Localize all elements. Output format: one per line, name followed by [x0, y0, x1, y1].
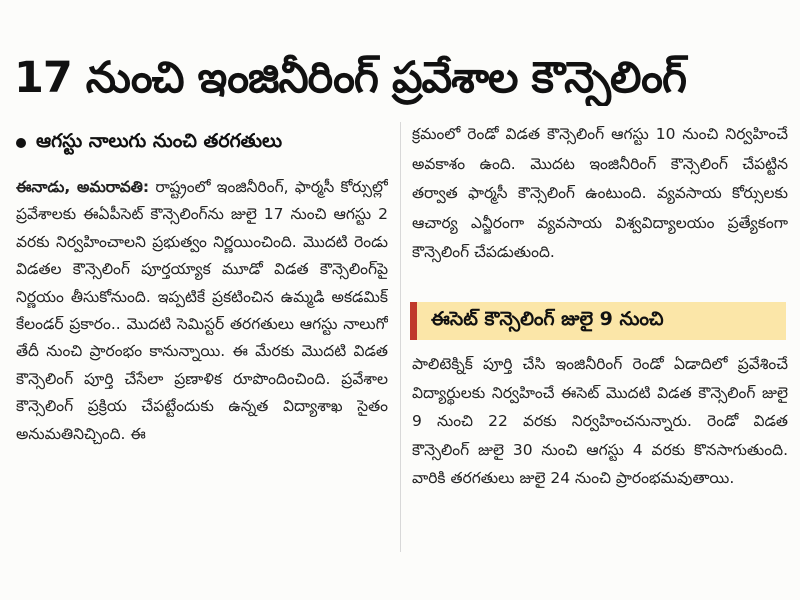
box-heading: ఈసెట్ కౌన్సెలింగ్ జులై 9 నుంచి [431, 307, 664, 330]
right-column-bottom: పాలిటెక్నిక్ పూర్తి చేసి ఇంజినీరింగ్ రెండో ఏడాదిలో ప్రవేశించే విద్యార్థులకు నిర్వహించే ఈసెట్ మొదటి విడత కౌన్సెలింగ్ జులై 9 నుంచి 22 వరకు నిర్వహించనున్నారు. రెండో విడత కౌన్సెలింగ్ జులై 30 నుంచి ఆగస్టు 4 వరకు కొనసాగుతుంది. వారికి తరగతులు జులై 24 నుంచి ప్రారంభమవుతాయి. [412, 355, 788, 488]
right-column-top: క్రమంలో రెండో విడత కౌన్సెలింగ్ ఆగస్టు 10 నుంచి నిర్వహించే అవకాశం ఉంది. మొదట ఇంజినీరింగ్ కౌన్సెలింగ్ చేపట్టిన తర్వాత ఫార్మసీ కౌన్సెలింగ్ ఉంటుంది. వ్యవసాయ కోర్సులకు ఆచార్య ఎన్జీరంగా వ్యవసాయ విశ్వవిద్యాలయం ప్రత్యేకంగా కౌన్సెలింగ్ చేపడుతుంది. [412, 125, 788, 261]
subheadline: ఆగస్టు నాలుగు నుంచి తరగతులు [36, 129, 283, 152]
left-column-body: రాష్ట్రంలో ఇంజినీరింగ్, ఫార్మసీ కోర్సుల్లో ప్రవేశాలకు ఈఏపీసెట్ కౌన్సెలింగ్‌ను జులై 17 నుంచి ఆగస్టు 2 వరకు నిర్వహించాలని ప్రభుత్వం నిర్ణయించింది. మొదటి రెండు విడతల కౌన్సెలింగ్ పూర్తయ్యాక మూడో విడత కౌన్సెలింగ్‌పై నిర్ణయం తీసుకోనుంది. ఇప్పటికే ప్రకటించిన ఉమ్మడి అకడమిక్ కేలండర్ ప్రకారం.. మొదటి సెమిస్టర్ తరగతులు ఆగస్టు నాలుగో తేదీ నుంచి ప్రారంభం కానున్నాయి. ఈ మేరకు మొదటి విడత కౌన్సెలింగ్ పూర్తి చేసేలా ప్రణాళిక రూపొందించింది. ప్రవేశాల కౌన్సెలింగ్ ప్రక్రియ చేపట్టేందుకు ఉన్నత విద్యాశాఖ సైతం అనుమతినిచ్చింది. ఈ [16, 178, 388, 443]
ecet-highlight-box [410, 302, 786, 340]
dateline: ఈనాడు, అమరావతి: [16, 178, 150, 196]
subheadline-row [16, 128, 282, 158]
headline: 17 నుంచి ఇంజినీరింగ్ ప్రవేశాల కౌన్సెలింగ్ [14, 53, 687, 103]
left-column [16, 174, 388, 552]
column-divider [400, 122, 401, 552]
bullet-dot-icon [16, 138, 26, 148]
